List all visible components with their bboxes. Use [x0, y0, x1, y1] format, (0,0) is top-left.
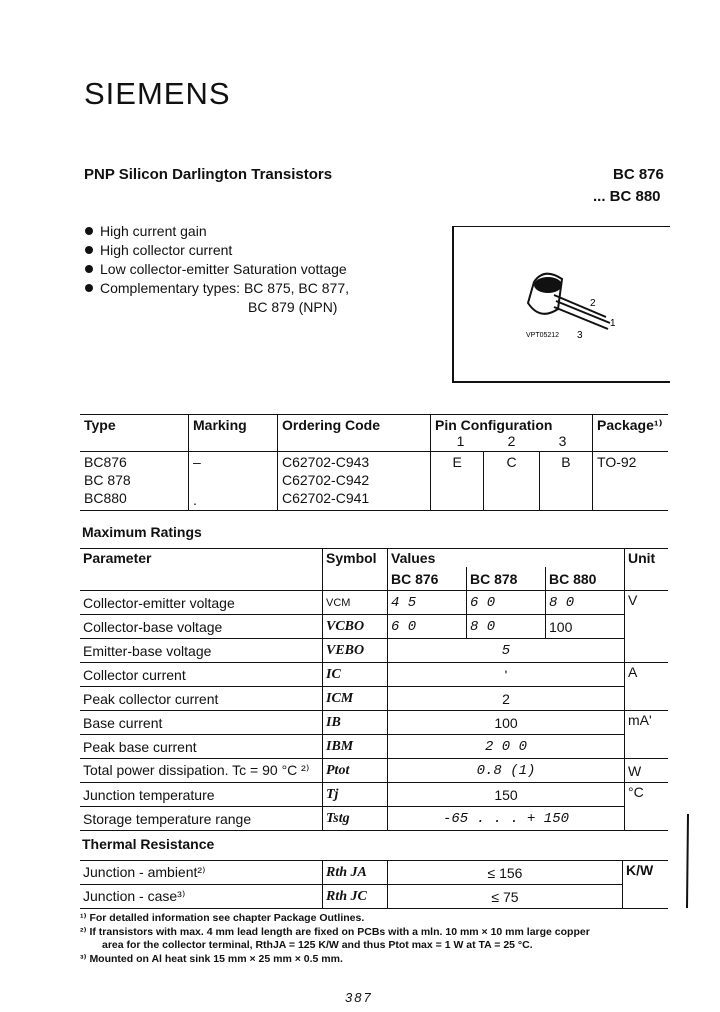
- feature-item: Complementary types: BC 875, BC 877,: [84, 279, 349, 298]
- table-row: [80, 452, 668, 473]
- table-row: [80, 663, 668, 687]
- param-cell: Junction - ambient²⁾: [80, 861, 323, 885]
- sub-header: BC 876: [388, 567, 467, 591]
- pin-number: 3: [558, 433, 567, 449]
- col-header-ordering-code: Ordering Code: [278, 415, 431, 452]
- unit-cell: °C: [625, 783, 669, 831]
- col-header-marking: Marking: [189, 415, 278, 452]
- section-title-max-ratings: Maximum Ratings: [82, 524, 202, 540]
- code-cell: C62702-C941: [278, 490, 431, 511]
- symbol-cell: IBM: [323, 735, 388, 759]
- param-cell: Junction - case³⁾: [80, 885, 323, 909]
- pin-numbers: [435, 433, 588, 449]
- symbol-cell: Rth JC: [323, 885, 388, 909]
- col-header-pin-config: [431, 415, 593, 452]
- table-row: [80, 885, 668, 909]
- ordering-table: [80, 414, 668, 511]
- value-cell: ≤ 75: [388, 885, 623, 909]
- pin2-cell: [484, 490, 540, 511]
- table-row: [80, 639, 668, 663]
- value-cell: 5: [388, 639, 625, 663]
- param-cell: Collector-base voltage: [80, 615, 323, 639]
- col-header-values: Values: [388, 549, 625, 568]
- footnote: ¹⁾ For detalled information see chapter Package Outlines.: [80, 912, 365, 924]
- table-row: [80, 687, 668, 711]
- param-cell: Junction temperature: [80, 783, 323, 807]
- thermal-table: [80, 860, 668, 909]
- table-row: [80, 735, 668, 759]
- figure-code: VPT05212: [526, 332, 560, 339]
- section-title-thermal: Thermal Resistance: [82, 836, 215, 852]
- value-cell: ': [388, 663, 625, 687]
- pin2-cell: [484, 472, 540, 490]
- unit-cell: A: [625, 663, 669, 711]
- feature-item: High collector current: [84, 241, 349, 260]
- type-cell: BC 878: [84, 472, 131, 488]
- document-title: PNP Silicon Darlington Transistors: [84, 166, 333, 183]
- part-number-last: ... BC 880: [593, 188, 661, 205]
- type-cell: BC876: [84, 454, 127, 470]
- symbol-cell: VCM: [323, 591, 388, 615]
- marking-cell: –: [189, 452, 278, 473]
- pin3-cell: [539, 490, 592, 511]
- value-cell: 2: [388, 687, 625, 711]
- value-cell: 100: [388, 711, 625, 735]
- table-row: [80, 759, 668, 783]
- table-row: [80, 783, 668, 807]
- max-ratings-table: [80, 548, 668, 831]
- pin-label: 3: [577, 330, 583, 341]
- symbol-cell: Tj: [323, 783, 388, 807]
- footnote: ²⁾ If transistors with max. 4 mm lead length are fixed on PCBs with a mln. 10 mm × 10 mm large copper: [80, 925, 590, 938]
- package-figure-box: [452, 226, 670, 383]
- table-row: [80, 711, 668, 735]
- footnote: ³⁾ Mounted on Al heat sink 15 mm × 25 mm × 0.5 mm.: [80, 952, 343, 965]
- unit-cell: W: [625, 759, 669, 783]
- param-cell: Peak collector current: [80, 687, 323, 711]
- brand-logo: SIEMENS: [84, 76, 231, 111]
- col-header-type: Type: [84, 417, 116, 433]
- code-cell: C62702-C942: [278, 472, 431, 490]
- feature-item-continued: BC 879 (NPN): [248, 299, 338, 315]
- table-row: [80, 490, 668, 511]
- table-row: [80, 472, 668, 490]
- value-cell: -65 . . . + 150: [388, 807, 625, 831]
- value-cell: 100: [546, 615, 625, 639]
- type-cell: BC880: [80, 490, 189, 511]
- symbol-cell: Ptot: [323, 759, 388, 783]
- sub-header: BC 880: [546, 567, 625, 591]
- unit-cell: K/W: [623, 861, 669, 909]
- value-cell: 6 0: [467, 591, 546, 615]
- pin-number: 2: [507, 433, 516, 449]
- pin-label: 2: [590, 298, 596, 309]
- symbol-cell: VEBO: [323, 639, 388, 663]
- table-row: [80, 861, 668, 885]
- symbol-cell: IB: [323, 711, 388, 735]
- value-cell: 2 0 0: [388, 735, 625, 759]
- value-cell: 0.8 (1): [388, 759, 625, 783]
- symbol-cell: ICM: [323, 687, 388, 711]
- table-row: [80, 591, 668, 615]
- symbol-cell: Rth JA: [323, 861, 388, 885]
- marking-cell: .: [189, 490, 278, 511]
- part-number-first: BC 876: [613, 166, 664, 183]
- col-header-symbol: Symbol: [323, 549, 388, 591]
- pin1-cell: E: [431, 452, 484, 473]
- param-cell: Collector current: [80, 663, 323, 687]
- pin1-cell: [431, 472, 484, 490]
- transistor-package-drawing: [454, 227, 668, 379]
- package-cell: [593, 490, 668, 511]
- col-header-package: Package¹⁾: [593, 415, 668, 452]
- value-cell: 4 5: [388, 591, 467, 615]
- table-row: [80, 615, 668, 639]
- symbol-cell: VCBO: [323, 615, 388, 639]
- footnote-continued: area for the collector terminal, RthJA = 125 K/W and thus Ptot max = 1 W at TA = 25 °C.: [102, 939, 533, 951]
- value-cell: 6 0: [388, 615, 467, 639]
- package-cell: TO-92: [593, 452, 668, 473]
- feature-item: High current gain: [84, 222, 349, 241]
- value-cell: 8 0: [467, 615, 546, 639]
- margin-mark: [684, 812, 692, 912]
- feature-list: [84, 222, 349, 317]
- unit-cell: mA': [625, 711, 669, 759]
- pin3-cell: B: [539, 452, 592, 473]
- pin2-cell: C: [484, 452, 540, 473]
- pin-label: 1: [610, 318, 616, 329]
- code-cell: C62702-C943: [278, 452, 431, 473]
- param-cell: Collector-emitter voltage: [80, 591, 323, 615]
- package-cell: [593, 472, 668, 490]
- pin3-cell: [539, 472, 592, 490]
- unit-cell: V: [625, 591, 669, 663]
- param-cell: Base current: [80, 711, 323, 735]
- pin-number: 1: [456, 433, 465, 449]
- feature-item: Low collector-emitter Saturation vottage: [84, 260, 349, 279]
- symbol-cell: IC: [323, 663, 388, 687]
- value-cell: 150: [388, 783, 625, 807]
- col-header-unit: Unit: [625, 549, 669, 591]
- symbol-cell: Tstg: [323, 807, 388, 831]
- col-header-parameter: Parameter: [80, 549, 323, 591]
- marking-cell: [189, 472, 278, 490]
- sub-header: BC 878: [467, 567, 546, 591]
- param-cell: Storage temperature range: [80, 807, 323, 831]
- page-number: 387: [345, 990, 373, 1005]
- value-cell: ≤ 156: [388, 861, 623, 885]
- pin-config-label: Pin Configuration: [435, 417, 553, 433]
- pin1-cell: [431, 490, 484, 511]
- value-cell: 8 0: [546, 591, 625, 615]
- param-cell: Emitter-base voltage: [80, 639, 323, 663]
- param-cell: Peak base current: [80, 735, 323, 759]
- table-row: [80, 807, 668, 831]
- footnotes: [80, 912, 670, 966]
- param-cell: Total power dissipation. Tc = 90 °C ²⁾: [80, 759, 323, 783]
